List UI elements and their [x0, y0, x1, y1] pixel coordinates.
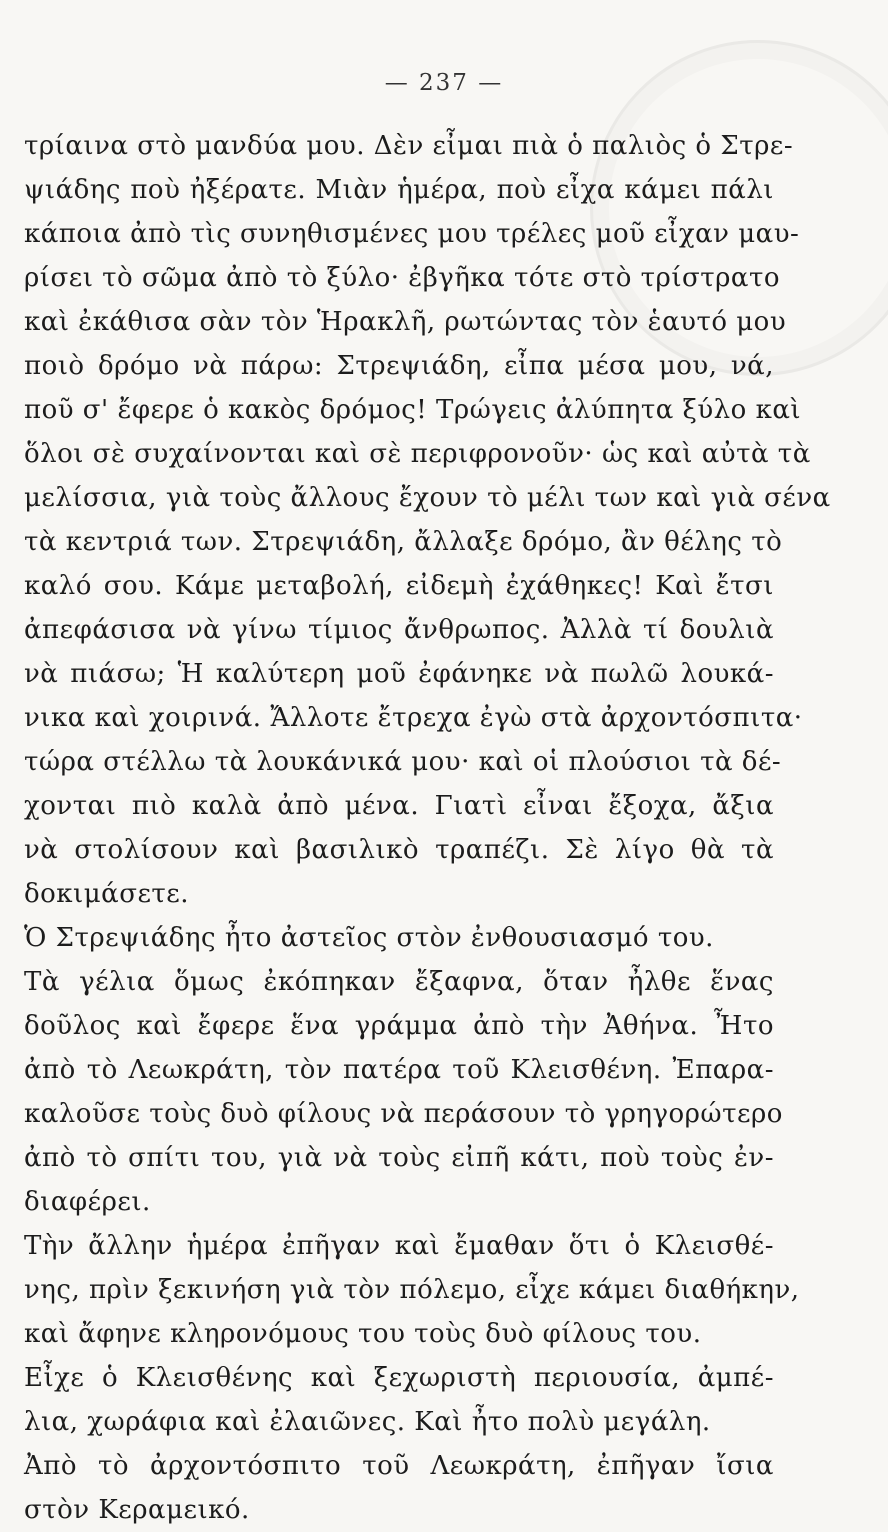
text-line: δοῦλος καὶ ἔφερε ἕνα γράμμα ἀπὸ τὴν Ἀθήνα. Ἦτο	[24, 1011, 774, 1041]
text-line: νὰ πιάσω; Ἡ καλύτερη μοῦ ἐφάνηκε νὰ πωλῶ λουκά-	[24, 659, 774, 689]
text-line: Ἀπὸ τὸ ἀρχοντόσπιτο τοῦ Λεωκράτη, ἐπῆγαν ἴσια	[24, 1451, 774, 1481]
page-number: — 237 —	[384, 70, 504, 96]
text-line: Ὁ Στρεψιάδης ἦτο ἀστεῖος στὸν ἐνθουσιασμό του.	[24, 923, 714, 953]
text-line: στὸν Κεραμεικό.	[24, 1495, 250, 1525]
text-line: καλοῦσε τοὺς δυὸ φίλους νὰ περάσουν τὸ γρηγορώτερο	[24, 1099, 783, 1129]
text-line: τώρα στέλλω τὰ λουκάνικά μου· καὶ οἱ πλούσιοι τὰ δέ-	[24, 747, 782, 777]
text-line: λια, χωράφια καὶ ἐλαιῶνες. Καὶ ἦτο πολὺ μεγάλη.	[24, 1407, 711, 1437]
text-line: καὶ ἐκάθισα σὰν τὸν Ἡρακλῆ, ρωτώντας τὸν ἑαυτό μου	[24, 307, 787, 337]
text-line: ρίσει τὸ σῶμα ἀπὸ τὸ ξύλο· ἐβγῆκα τότε στὸ τρίστρατο	[24, 263, 781, 293]
text-line: ποιὸ δρόμο νὰ πάρω: Στρεψιάδη, εἶπα μέσα μου, νά,	[24, 351, 774, 381]
text-line: καὶ ἄφηνε κληρονόμους του τοὺς δυὸ φίλους του.	[24, 1319, 702, 1349]
text-line: χονται πιὸ καλὰ ἀπὸ μένα. Γιατὶ εἶναι ἔξοχα, ἄξια	[24, 791, 774, 821]
text-line: νικα καὶ χοιρινά. Ἄλλοτε ἔτρεχα ἐγὼ στὰ ἀρχοντόσπιτα·	[24, 703, 803, 733]
text-line: νὰ στολίσουν καὶ βασιλικὸ τραπέζι. Σὲ λίγο θὰ τὰ	[24, 835, 774, 865]
body-text	[24, 124, 831, 1532]
text-line: νης, πρὶν ξεκινήση γιὰ τὸν πόλεμο, εἶχε κάμει διαθήκην,	[24, 1275, 800, 1305]
text-line: καλό σου. Κάμε μεταβολή, εἰδεμὴ ἐχάθηκες! Καὶ ἔτσι	[24, 571, 774, 601]
text-line: ὅλοι σὲ συχαίνονται καὶ σὲ περιφρονοῦν· ὡς καὶ αὐτὰ τὰ	[24, 439, 811, 469]
text-line: μελίσσια, γιὰ τοὺς ἄλλους ἔχουν τὸ μέλι των καὶ γιὰ σένα	[24, 483, 831, 513]
text-line: τὰ κεντριά των. Στρεψιάδη, ἄλλαξε δρόμο, ἂν θέλης τὸ	[24, 527, 783, 557]
text-line: Τὰ γέλια ὅμως ἐκόπηκαν ἔξαφνα, ὅταν ἦλθε ἕνας	[24, 967, 774, 997]
text-line: διαφέρει.	[24, 1187, 151, 1217]
text-line: Τὴν ἄλλην ἡμέρα ἐπῆγαν καὶ ἔμαθαν ὅτι ὁ Κλεισθέ-	[24, 1231, 774, 1261]
text-line: Εἶχε ὁ Κλεισθένης καὶ ξεχωριστὴ περιουσία, ἀμπέ-	[24, 1363, 774, 1393]
text-line: ἀπὸ τὸ σπίτι του, γιὰ νὰ τοὺς εἰπῆ κάτι, ποὺ τοὺς ἐν-	[24, 1143, 774, 1173]
text-line: ἀπὸ τὸ Λεωκράτη, τὸν πατέρα τοῦ Κλεισθένη. Ἐπαρα-	[24, 1055, 774, 1085]
text-line: ποῦ σ' ἔφερε ὁ κακὸς δρόμος! Τρώγεις ἀλύπητα ξύλο καὶ	[24, 395, 802, 425]
text-line: τρίαινα στὸ μανδύα μου. Δὲν εἶμαι πιὰ ὁ παλιὸς ὁ Στρε-	[24, 131, 794, 161]
text-line: ψιάδης ποὺ ἠξέρατε. Μιὰν ἡμέρα, ποὺ εἶχα κάμει πάλι	[24, 175, 774, 205]
text-line: κάποια ἀπὸ τὶς συνηθισμένες μου τρέλες μοῦ εἶχαν μαυ-	[24, 219, 800, 249]
text-line: ἀπεφάσισα νὰ γίνω τίμιος ἄνθρωπος. Ἀλλὰ τί δουλιὰ	[24, 615, 774, 645]
text-line: δοκιμάσετε.	[24, 879, 190, 909]
